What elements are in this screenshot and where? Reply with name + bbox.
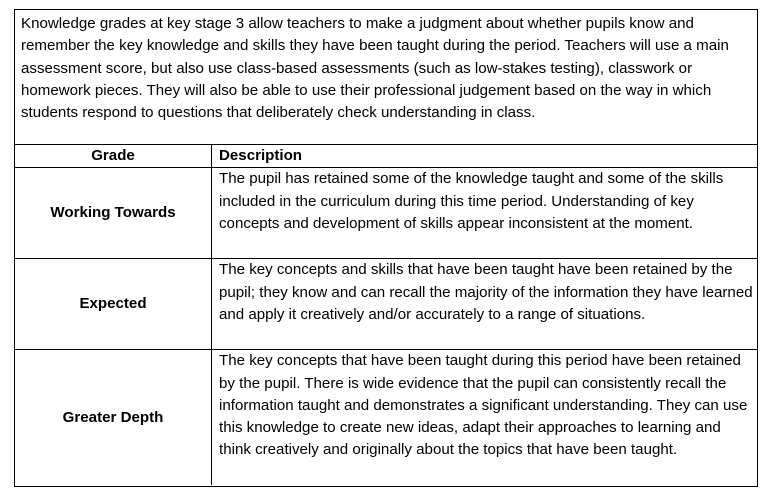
document-frame: [14, 9, 758, 487]
table-header-row: [15, 145, 757, 168]
description-column-header: Description: [212, 145, 758, 168]
grade-name: Expected: [15, 259, 212, 350]
grades-table: [15, 145, 757, 485]
grade-name: Greater Depth: [15, 350, 212, 486]
table-row: [15, 350, 757, 486]
grade-name: Working Towards: [15, 168, 212, 259]
grade-description: The key concepts and skills that have been taught have been retained by the pupil; they know and can recall the majority of the information they have learned and apply it creatively and/or accurately to a range of situations.: [212, 259, 758, 350]
table-row: [15, 259, 757, 350]
table-row: [15, 168, 757, 259]
grade-description: The key concepts that have been taught during this period have been retained by the pupil. There is wide evidence that the pupil can consistently recall the information taught and demonstrates a significant understanding. They can use this knowledge to create new ideas, adapt their approaches to learning and think creatively and originally about the topics that have been taught.: [219, 352, 748, 459]
grade-column-header: Grade: [15, 145, 212, 168]
grade-description: The pupil has retained some of the knowledge taught and some of the skills included in the curriculum during this time period. Understanding of key concepts and development of skills appear inconsistent at the moment.: [212, 168, 758, 259]
intro-paragraph: Knowledge grades at key stage 3 allow teachers to make a judgment about whether pupils know and remember the key knowledge and skills they have been taught during the period. Teachers will use a main assessment score, but also use class-based assessments (such as low-stakes testing), classwork or homework pieces. They will also be able to use their professional judgement based on the way in which students respond to questions that deliberately check understanding in class.: [15, 10, 757, 145]
